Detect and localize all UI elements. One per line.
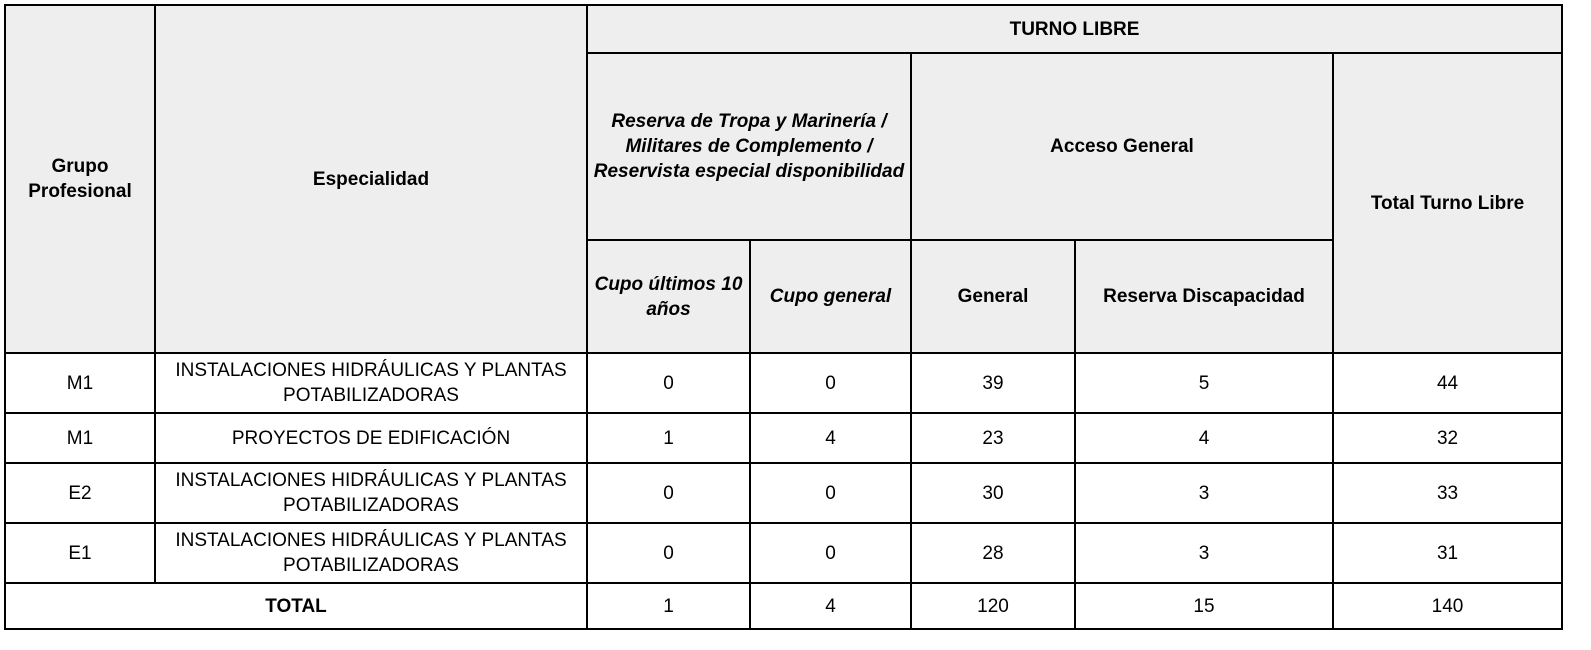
cell-grupo: E1 bbox=[5, 523, 155, 583]
cell-cupo-ultimos: 0 bbox=[587, 353, 750, 413]
header-total-turno-libre: Total Turno Libre bbox=[1333, 53, 1562, 353]
total-row bbox=[5, 583, 1562, 629]
cell-grupo: M1 bbox=[5, 413, 155, 463]
cell-reserva-discapacidad: 5 bbox=[1075, 353, 1333, 413]
cell-especialidad: INSTALACIONES HIDRÁULICAS Y PLANTAS POTABILIZADORAS bbox=[155, 463, 587, 523]
table-row bbox=[5, 413, 1562, 463]
header-cupo-general: Cupo general bbox=[750, 240, 911, 353]
header-turno-libre: TURNO LIBRE bbox=[587, 5, 1562, 53]
cell-general: 30 bbox=[911, 463, 1075, 523]
cell-especialidad: INSTALACIONES HIDRÁULICAS Y PLANTAS POTABILIZADORAS bbox=[155, 523, 587, 583]
cell-general: 28 bbox=[911, 523, 1075, 583]
cell-reserva-discapacidad: 3 bbox=[1075, 523, 1333, 583]
cell-cupo-general: 0 bbox=[750, 523, 911, 583]
table-row bbox=[5, 523, 1562, 583]
cell-grupo: M1 bbox=[5, 353, 155, 413]
header-acceso-general: Acceso General bbox=[911, 53, 1333, 240]
total-general: 120 bbox=[911, 583, 1075, 629]
cell-cupo-ultimos: 1 bbox=[587, 413, 750, 463]
total-reserva-discapacidad: 15 bbox=[1075, 583, 1333, 629]
cell-cupo-general: 0 bbox=[750, 463, 911, 523]
header-general: General bbox=[911, 240, 1075, 353]
cell-especialidad: INSTALACIONES HIDRÁULICAS Y PLANTAS POTABILIZADORAS bbox=[155, 353, 587, 413]
plazas-table bbox=[4, 4, 1563, 630]
header-reserva-tropa: Reserva de Tropa y Marinería / Militares de Complemento / Reservista especial disponibilidad bbox=[587, 53, 911, 240]
total-total: 140 bbox=[1333, 583, 1562, 629]
cell-total: 44 bbox=[1333, 353, 1562, 413]
cell-cupo-ultimos: 0 bbox=[587, 523, 750, 583]
cell-reserva-discapacidad: 4 bbox=[1075, 413, 1333, 463]
total-label: TOTAL bbox=[5, 583, 587, 629]
cell-total: 31 bbox=[1333, 523, 1562, 583]
header-grupo-profesional: Grupo Profesional bbox=[5, 5, 155, 353]
cell-reserva-discapacidad: 3 bbox=[1075, 463, 1333, 523]
cell-total: 32 bbox=[1333, 413, 1562, 463]
cell-cupo-general: 4 bbox=[750, 413, 911, 463]
cell-especialidad: PROYECTOS DE EDIFICACIÓN bbox=[155, 413, 587, 463]
total-cupo-general: 4 bbox=[750, 583, 911, 629]
cell-cupo-ultimos: 0 bbox=[587, 463, 750, 523]
header-cupo-ultimos: Cupo últimos 10 años bbox=[587, 240, 750, 353]
table-row bbox=[5, 353, 1562, 413]
header-reserva-discapacidad: Reserva Discapacidad bbox=[1075, 240, 1333, 353]
table-row bbox=[5, 463, 1562, 523]
total-cupo-ultimos: 1 bbox=[587, 583, 750, 629]
cell-cupo-general: 0 bbox=[750, 353, 911, 413]
cell-total: 33 bbox=[1333, 463, 1562, 523]
header-especialidad: Especialidad bbox=[155, 5, 587, 353]
cell-general: 39 bbox=[911, 353, 1075, 413]
cell-general: 23 bbox=[911, 413, 1075, 463]
cell-grupo: E2 bbox=[5, 463, 155, 523]
